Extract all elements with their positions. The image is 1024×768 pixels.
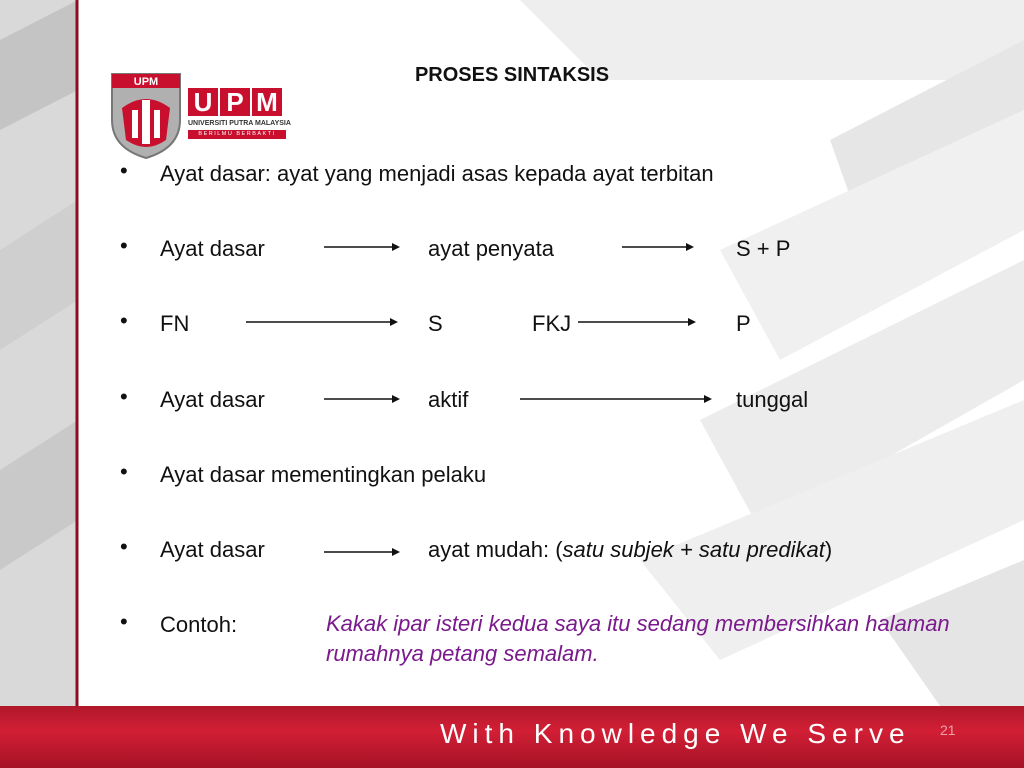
- slide-title: PROSES SINTAKSIS: [414, 64, 610, 86]
- university-name: UNIVERSITI PUTRA MALAYSIA: [188, 120, 291, 127]
- arrow-right-icon: [578, 316, 696, 328]
- bullet-2-mid: ayat penyata: [428, 236, 554, 261]
- arrow-right-icon: [246, 316, 398, 328]
- bullet-6-definition: ayat mudah: (satu subjek + satu predikat): [428, 537, 833, 562]
- bullet-2-term: Ayat dasar: [160, 236, 265, 261]
- bullet-marker: •: [120, 384, 128, 409]
- bullet-marker: •: [120, 158, 128, 183]
- upm-wordmark: U P M: [188, 88, 282, 116]
- arrow-right-icon: [520, 393, 712, 405]
- bullet-4-mid: aktif: [428, 387, 469, 412]
- bullet-7-label: Contoh:: [160, 612, 238, 637]
- arrow-right-icon: [324, 393, 400, 405]
- bullet-6-term: Ayat dasar: [160, 537, 265, 562]
- upm-crest-icon: [108, 70, 184, 160]
- bullet-3-s: S: [428, 311, 443, 336]
- bullet-marker: •: [120, 609, 128, 634]
- bullet-2-result: S + P: [736, 236, 791, 261]
- example-sentence: Kakak ipar isteri kedua saya itu sedang membersihkan halaman rumahnya petang semalam.: [326, 611, 950, 666]
- bullet-marker: •: [120, 308, 128, 333]
- arrow-right-icon: [324, 546, 400, 558]
- arrow-right-icon: [324, 241, 400, 253]
- bullet-4-term: Ayat dasar: [160, 387, 265, 412]
- bullet-marker: •: [120, 459, 128, 484]
- footer-motto: With Knowledge We Serve: [440, 718, 911, 749]
- bullet-marker: •: [120, 233, 128, 258]
- bullet-3-fkj: FKJ: [532, 311, 572, 336]
- bullet-4-result: tunggal: [736, 387, 809, 412]
- upm-logo: [108, 70, 290, 160]
- bullet-1-text: Ayat dasar: ayat yang menjadi asas kepada ayat terbitan: [160, 161, 714, 186]
- svg-text:UPM: UPM: [133, 76, 159, 88]
- bullet-5-text: Ayat dasar mementingkan pelaku: [160, 462, 487, 487]
- bullet-3-p: P: [736, 311, 751, 336]
- page-number: 21: [940, 722, 956, 738]
- bullet-3-term: FN: [160, 311, 190, 336]
- arrow-right-icon: [622, 241, 694, 253]
- bullet-marker: •: [120, 534, 128, 559]
- logo-motto: BERILMU BERBAKTI: [188, 130, 286, 139]
